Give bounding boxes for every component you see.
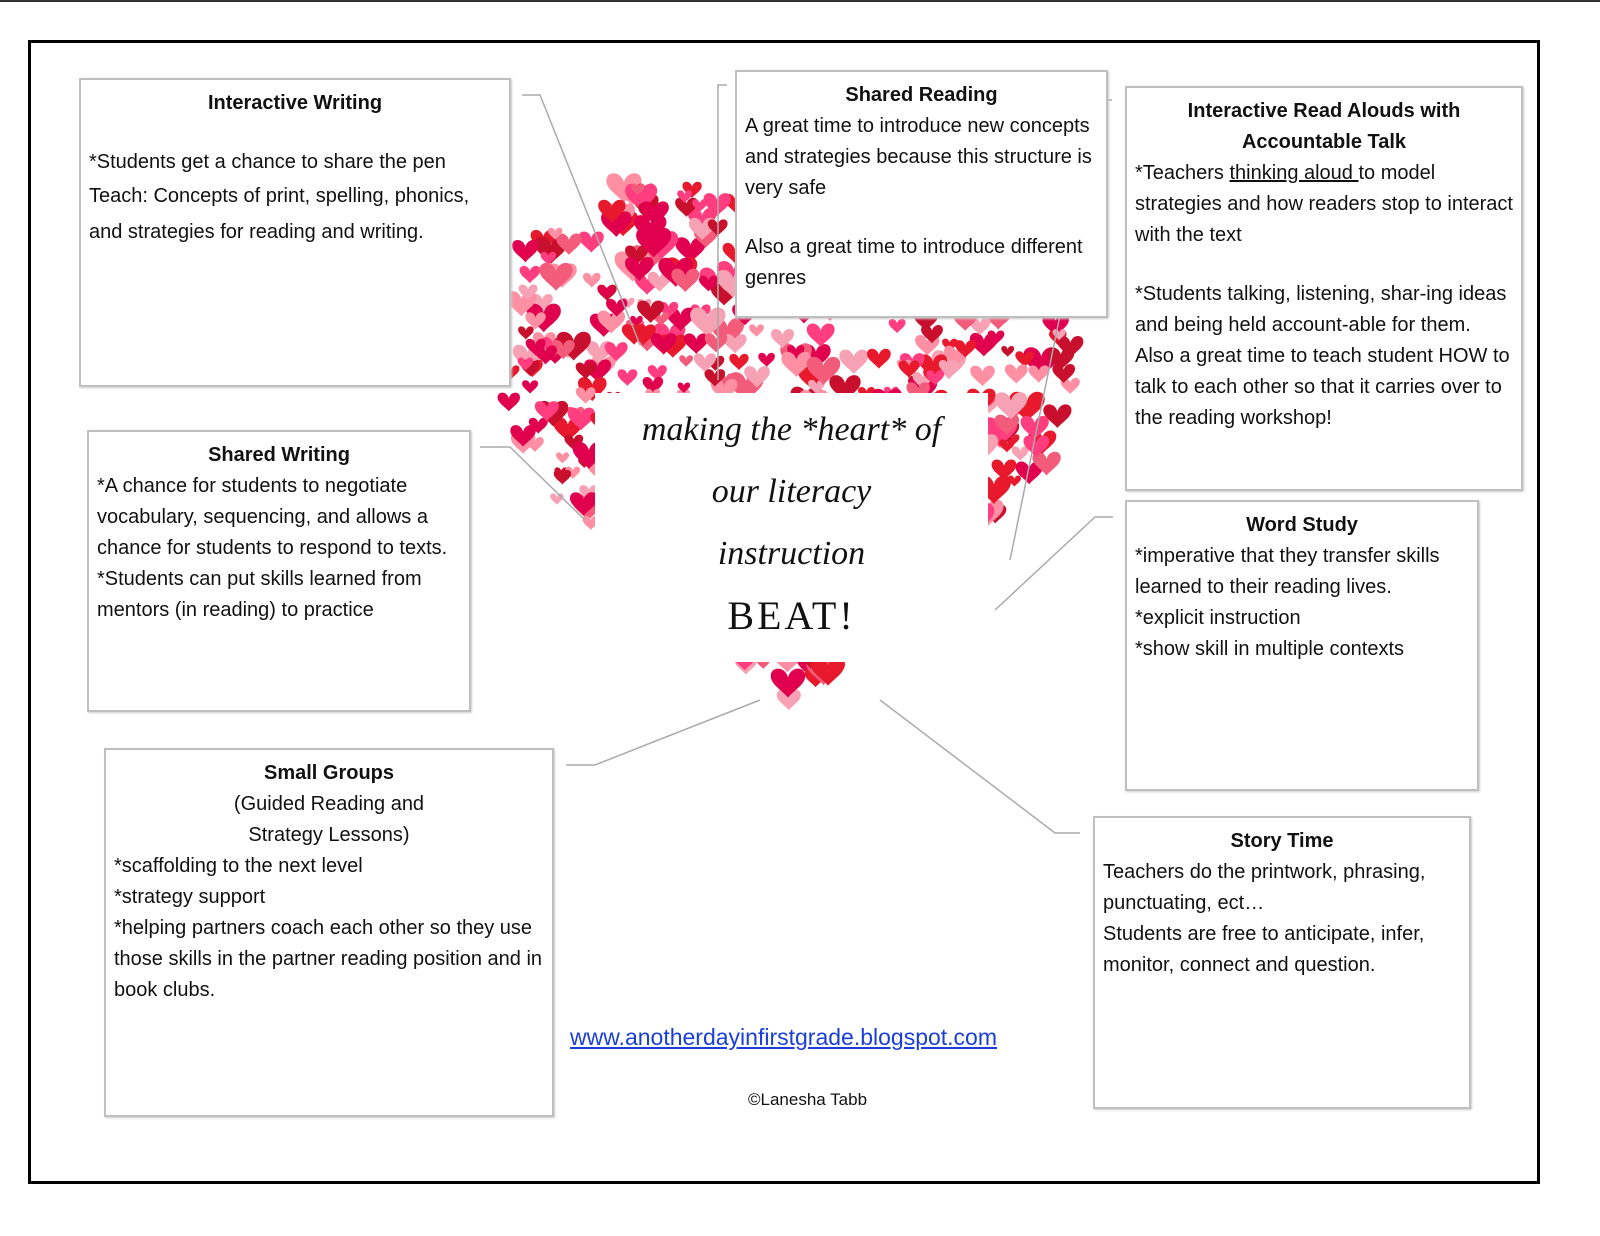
- box-title: Shared Reading: [845, 84, 998, 106]
- underlined-text: thinking aloud: [1229, 162, 1359, 184]
- box-text: Teach: Concepts of print, spelling, phonics, and strategies for reading and writing.: [89, 185, 470, 243]
- box-text: *strategy support: [114, 886, 266, 908]
- box-text: *Students get a chance to share the pen: [89, 151, 446, 173]
- connector-interactive-writing: [522, 95, 640, 345]
- center-line-3: instruction: [717, 535, 866, 572]
- text-part: *Teachers: [1135, 162, 1230, 184]
- box-text: Teachers do the printwork, phrasing, punctuating, ect…: [1103, 861, 1426, 914]
- box-text: Also a great time to introduce different genres: [745, 236, 1083, 289]
- box-subtitle: Strategy Lessons): [248, 824, 410, 846]
- box-title: Interactive Read Alouds with Accountable Talk: [1187, 100, 1461, 153]
- box-text: [1135, 158, 1513, 251]
- interactive-writing-box: [79, 78, 511, 387]
- box-text: *helping partners coach each other so they use those skills in the partner reading position and in book clubs.: [114, 917, 543, 1001]
- small-groups-box: [104, 748, 554, 1117]
- box-title: Small Groups: [263, 762, 395, 784]
- box-text: *A chance for students to negotiate vocabulary, sequencing, and allows a chance for students to respond to texts.: [97, 475, 448, 559]
- box-text: *scaffolding to the next level: [114, 855, 363, 877]
- box-text: *show skill in multiple contexts: [1135, 638, 1404, 660]
- word-study-box: [1125, 500, 1479, 791]
- box-text: A great time to introduce new concepts and strategies because this structure is very safe: [745, 115, 1092, 199]
- connector-small-groups: [566, 700, 760, 765]
- connector-shared-writing: [480, 447, 585, 520]
- connector-word-study: [995, 517, 1113, 610]
- box-text: Students are free to anticipate, infer, monitor, connect and question.: [1103, 923, 1425, 976]
- box-subtitle: (Guided Reading and: [233, 793, 425, 815]
- blog-link[interactable]: www.anotherdayinfirstgrade.blogspot.com: [570, 1024, 998, 1050]
- center-line-2: our literacy: [711, 473, 872, 510]
- story-time-box: [1093, 816, 1471, 1109]
- box-title: Word Study: [1246, 514, 1358, 536]
- shared-writing-box: [87, 430, 471, 712]
- box-text: *Students talking, listening, shar-ing ideas and being held account-able for them. Also a great time to teach student HOW to talk to each other so that it carries over to the reading workshop!: [1135, 283, 1510, 429]
- box-title: Shared Writing: [208, 444, 350, 466]
- box-text: *explicit instruction: [1135, 607, 1301, 629]
- shared-reading-box: [735, 70, 1108, 318]
- box-title: Story Time: [1230, 830, 1334, 852]
- text-part: to model strategies and how readers stop to interact with the text: [1135, 162, 1513, 246]
- connector-shared-reading: [718, 85, 727, 380]
- connector-story-time: [880, 700, 1080, 833]
- read-alouds-box: [1125, 86, 1523, 491]
- box-text: *imperative that they transfer skills learned to their reading lives.: [1135, 545, 1440, 598]
- box-title: Interactive Writing: [207, 92, 383, 114]
- box-text: *Students can put skills learned from mentors (in reading) to practice: [97, 568, 422, 621]
- center-line-1: making the *heart* of: [641, 411, 942, 448]
- copyright: ©Lanesha Tabb: [748, 1090, 868, 1109]
- center-title: [595, 393, 988, 662]
- center-line-4: BEAT!: [727, 593, 856, 638]
